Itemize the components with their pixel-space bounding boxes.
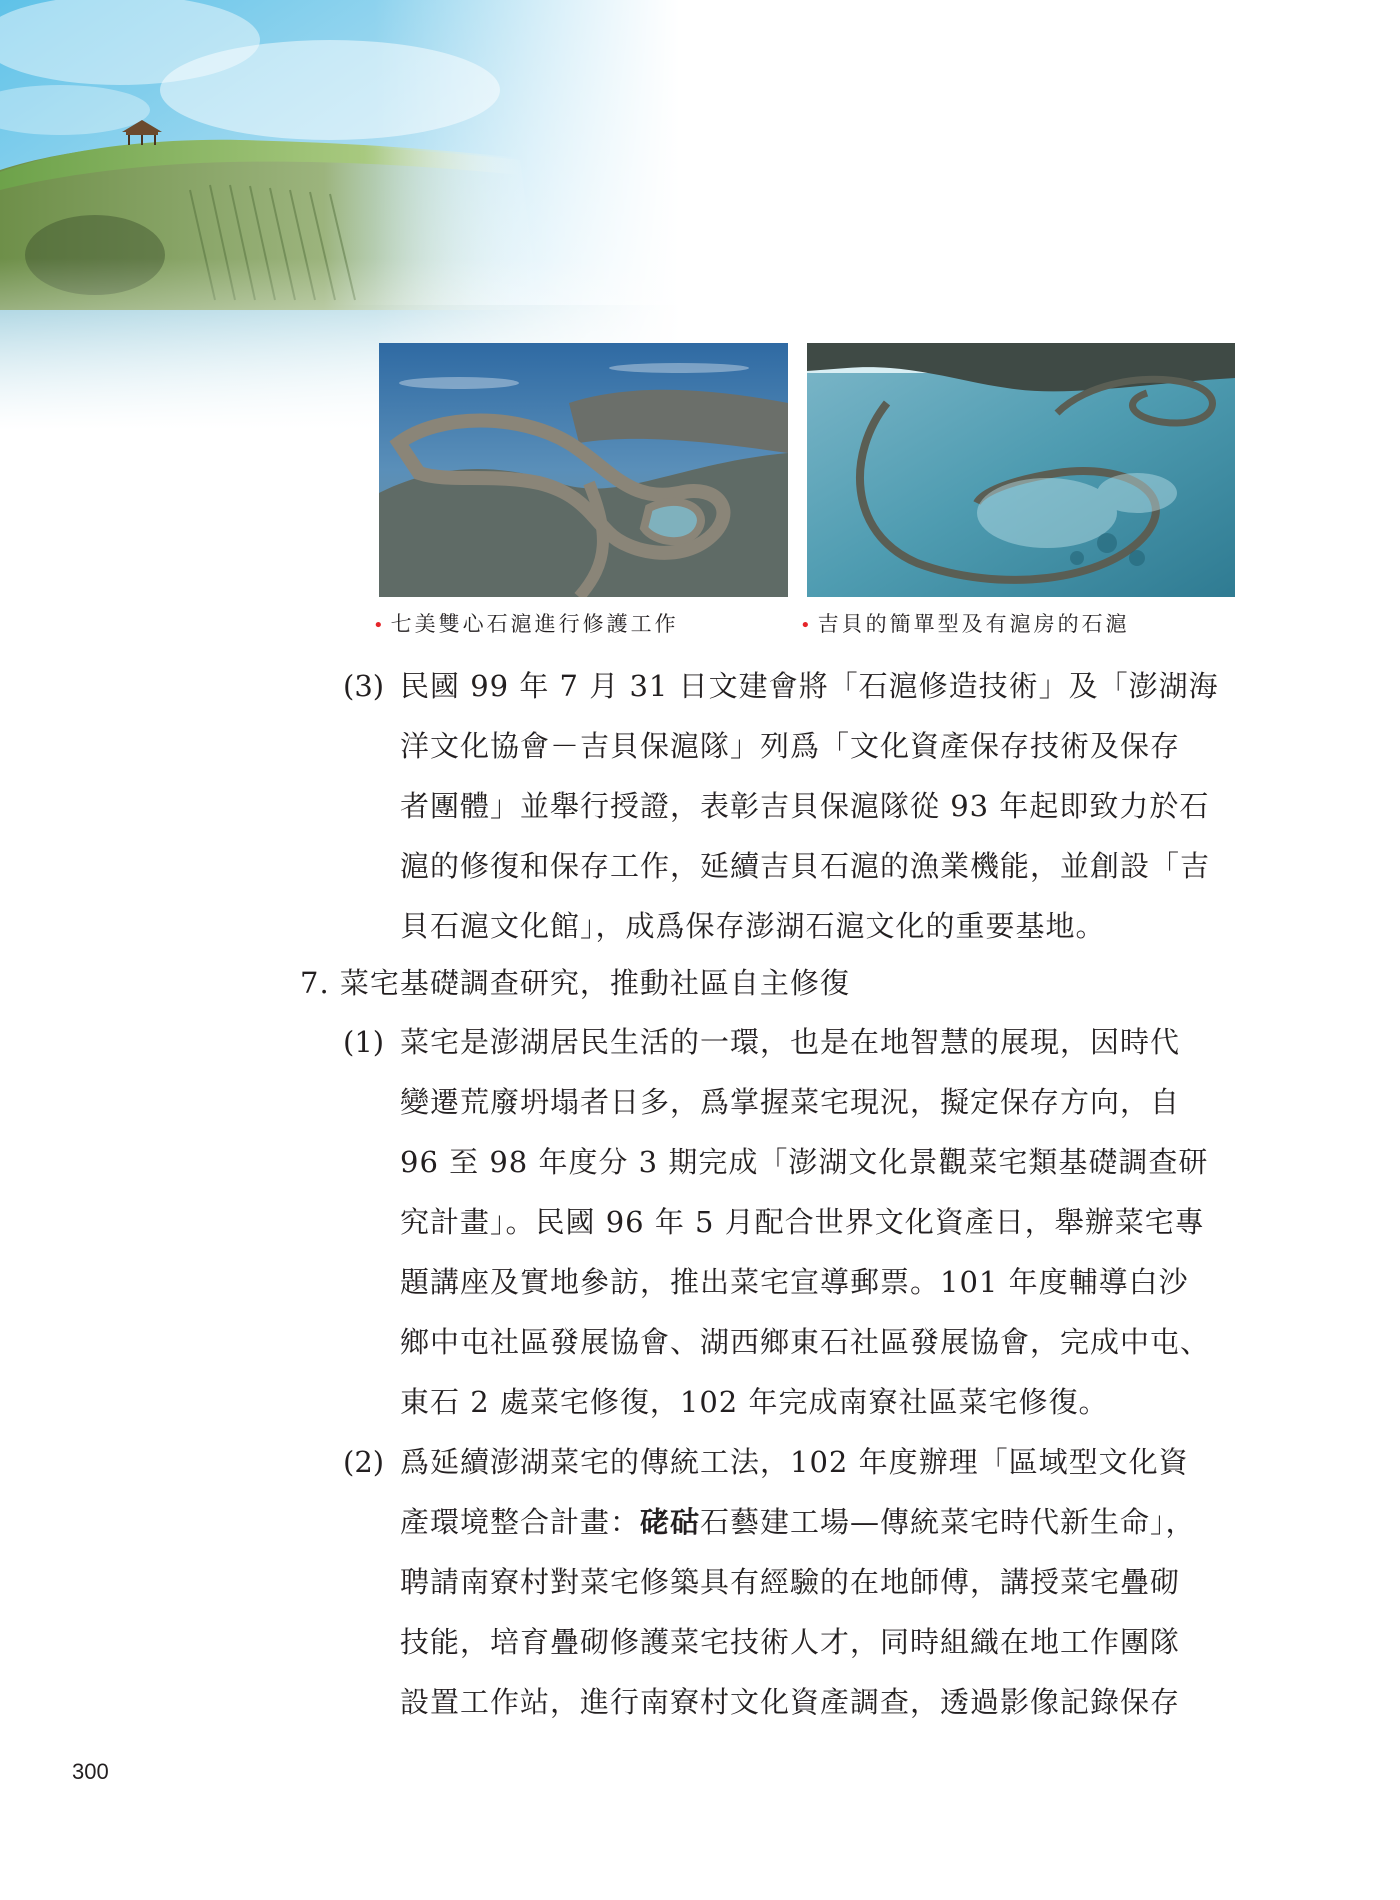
paragraph-line: 96 至 98 年度分 3 期完成「澎湖文化景觀菜宅類基礎調查研 <box>400 1145 1209 1179</box>
paragraph-line: 滬的修復和保存工作，延續吉貝石滬的漁業機能，並創設「吉 <box>400 849 1211 883</box>
paragraph-line: 變遷荒廢坍塌者日多，爲掌握菜宅現況，擬定保存方向，自 <box>400 1085 1181 1119</box>
bullet-dot-icon: • <box>373 615 387 636</box>
paragraph-line: 聘請南寮村對菜宅修築具有經驗的在地師傅，講授菜宅疊砌 <box>400 1565 1181 1599</box>
twin-hearts-stone-weir-photo <box>379 343 788 597</box>
list-item-label: (1) <box>343 1025 385 1059</box>
paragraph-line: 技能，培育疊砌修護菜宅技術人才，同時組織在地工作團隊 <box>400 1625 1181 1659</box>
paragraph-line: 究計畫」。民國 96 年 5 月配合世界文化資產日，舉辦菜宅專 <box>400 1205 1205 1239</box>
figure-caption: • 七美雙心石滬進行修護工作 <box>373 612 679 636</box>
page-number: 300 <box>72 1759 109 1784</box>
paragraph-line: 東石 2 處菜宅修復，102 年完成南寮社區菜宅修復。 <box>400 1385 1109 1419</box>
jibei-stone-weir-aerial-photo <box>807 343 1235 597</box>
paragraph-line: 爲延續澎湖菜宅的傳統工法，102 年度辦理「區域型文化資 <box>400 1445 1189 1479</box>
paragraph-line: 貝石滬文化館」，成爲保存澎湖石滬文化的重要基地。 <box>400 909 1106 943</box>
paragraph-line: 產環境整合計畫：硓𥑮石藝建工場—傳統菜宅時代新生命」， <box>400 1505 1196 1539</box>
paragraph-line: 洋文化協會－吉貝保滬隊」列爲「文化資產保存技術及保存 <box>400 729 1181 763</box>
list-item-label: (2) <box>343 1445 385 1479</box>
bullet-dot-icon: • <box>800 615 814 636</box>
emphasized-term: 硓𥑮 <box>640 1505 701 1539</box>
paragraph-line: 者團體」並舉行授證，表彰吉貝保滬隊從 93 年起即致力於石 <box>400 789 1210 823</box>
section-heading: 7. 菜宅基礎調查研究，推動社區自主修復 <box>300 966 850 1000</box>
paragraph-line: 設置工作站，進行南寮村文化資產調查，透過影像記錄保存 <box>400 1685 1181 1719</box>
paragraph-line: 題講座及實地參訪，推出菜宅宣導郵票。101 年度輔導白沙 <box>400 1265 1189 1299</box>
list-item-label: (3) <box>343 669 385 703</box>
figure-caption: • 吉貝的簡單型及有滬房的石滬 <box>800 612 1130 636</box>
paragraph-line: 鄉中屯社區發展協會、湖西鄉東石社區發展協會，完成中屯、 <box>400 1325 1211 1359</box>
paragraph-line: 民國 99 年 7 月 31 日文建會將「石滬修造技術」及「澎湖海 <box>400 669 1219 703</box>
paragraph-line: 菜宅是澎湖居民生活的一環，也是在地智慧的展現，因時代 <box>400 1025 1181 1059</box>
